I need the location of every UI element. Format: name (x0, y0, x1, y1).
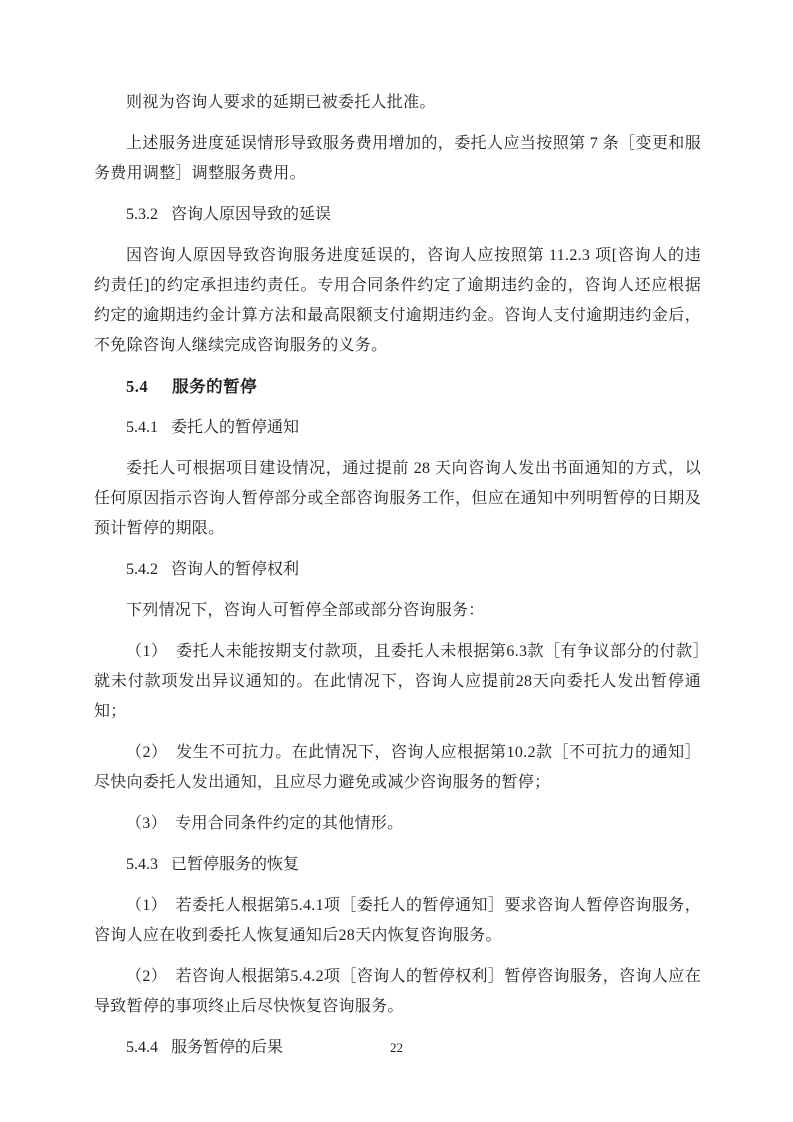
heading-5-4 (94, 372, 701, 402)
list-item-3-other-circumstances: （3） 专用合同条件约定的其他情形。 (126, 815, 404, 832)
clause-title: 服务暂停的后果 (171, 1039, 284, 1056)
clause-number: 5.4.1 (126, 419, 158, 436)
paragraph-suspension-right-intro: 下列情况下，咨询人可暂停全部或部分咨询服务： (126, 602, 485, 619)
clause-number: 5.3.2 (126, 206, 158, 223)
clause-title: 咨询人原因导致的延误 (171, 206, 332, 223)
heading-5-3-2 (94, 200, 701, 230)
list-item-2-force-majeure: （2） 发生不可抗力。在此情况下，咨询人应根据第10.2款［不可抗力的通知］尽快向委托人发出通知，且应尽力避免或减少咨询服务的暂停； (94, 744, 701, 791)
heading-5-4-1 (94, 413, 701, 443)
list-item-1-resume-after-client-notice: （1） 若委托人根据第5.4.1项［委托人的暂停通知］要求咨询人暂停咨询服务，咨询人应在收到委托人恢复通知后28天内恢复咨询服务。 (94, 897, 701, 944)
page-number: 22 (390, 1040, 403, 1055)
clause-number: 5.4.2 (126, 561, 158, 578)
list-item-1-payment-default: （1） 委托人未能按期支付款项，且委托人未根据第6.3款［有争议部分的付款］就未付款项发出异议通知的。在此情况下，咨询人应提前28天向委托人发出暂停通知； (94, 643, 701, 720)
section-title: 服务的暂停 (172, 377, 258, 396)
paragraph-consultant-delay: 因咨询人原因导致咨询服务进度延误的，咨询人应按照第 11.2.3 项[咨询人的违约责任]的约定承担违约责任。专用合同条件约定了逾期违约金的，咨询人还应根据约定的逾期违约金计算方法和最高限额支付逾期违约金。咨询人支付逾期违约金后，不免除咨询人继续完成咨询服务的义务。 (94, 247, 701, 354)
paragraph-suspension-notice: 委托人可根据项目建设情况，通过提前 28 天向咨询人发出书面通知的方式，以任何原因指示咨询人暂停部分或全部咨询服务工作，但应在通知中列明暂停的日期及预计暂停的期限。 (94, 460, 701, 537)
list-item-2-resume-after-consultant-suspension: （2） 若咨询人根据第5.4.2项［咨询人的暂停权利］暂停咨询服务，咨询人应在导致暂停的事项终止后尽快恢复咨询服务。 (94, 968, 701, 1015)
paragraph-deemed-approval: 则视为咨询人要求的延期已被委托人批准。 (126, 94, 436, 111)
section-number: 5.4 (126, 377, 149, 396)
document-content (94, 88, 701, 1074)
paragraph-fee-adjustment: 上述服务进度延误情形导致服务费用增加的，委托人应当按照第 7 条［变更和服务费用调整］调整服务费用。 (94, 135, 701, 182)
clause-number: 5.4.4 (126, 1039, 158, 1056)
clause-title: 已暂停服务的恢复 (171, 856, 300, 873)
heading-5-4-3 (94, 850, 701, 880)
clause-number: 5.4.3 (126, 856, 158, 873)
clause-title: 咨询人的暂停权利 (171, 561, 300, 578)
heading-5-4-2 (94, 555, 701, 585)
clause-title: 委托人的暂停通知 (171, 419, 300, 436)
